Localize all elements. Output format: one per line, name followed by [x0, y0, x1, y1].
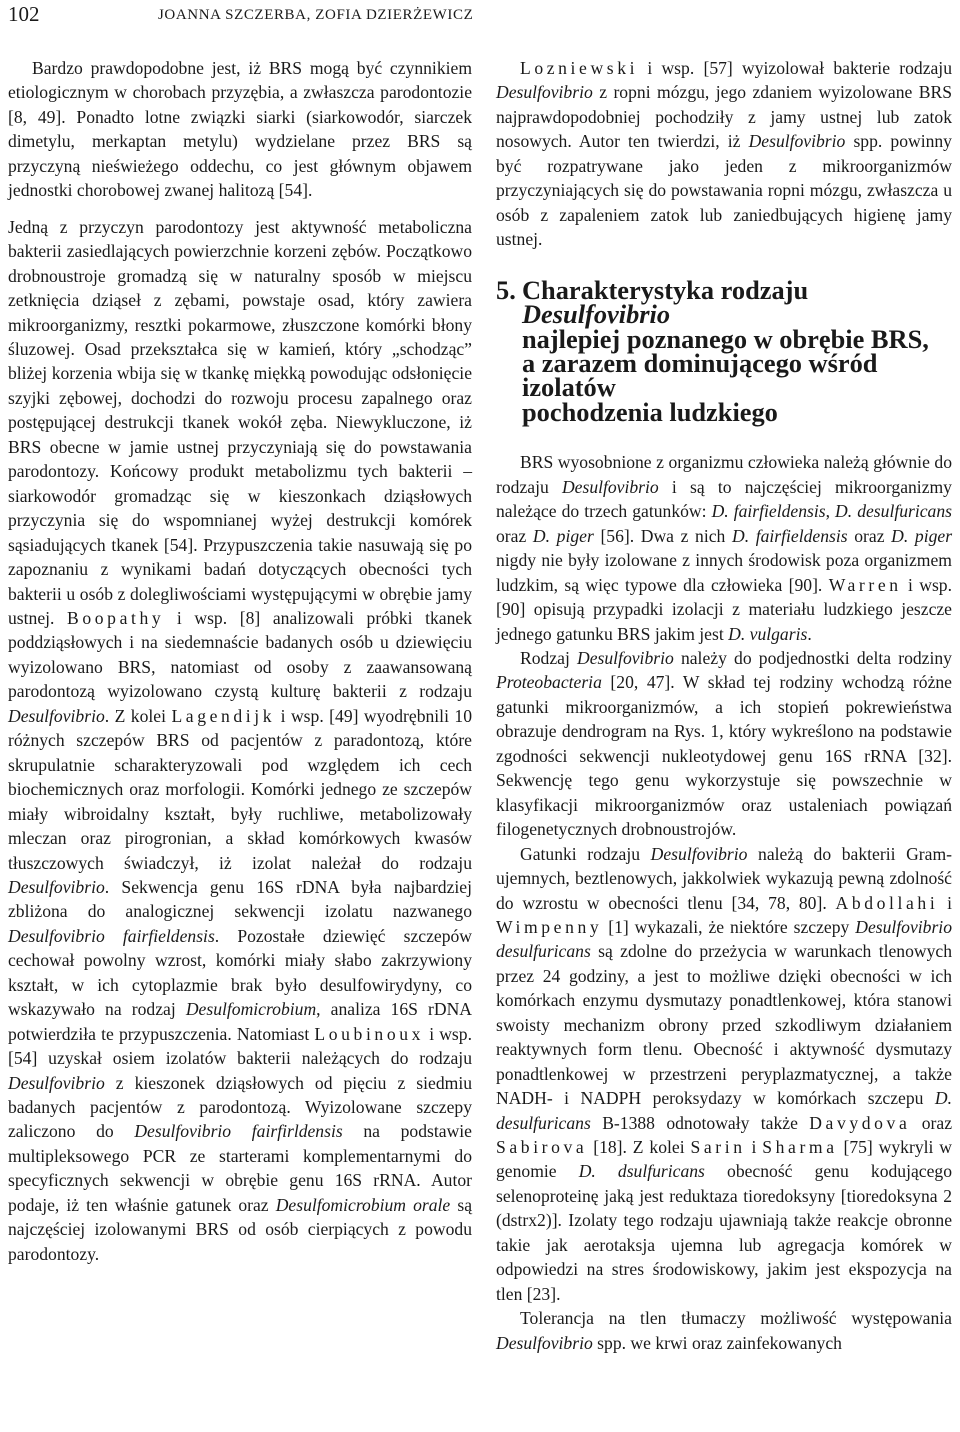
author-name: Lagendijk [171, 705, 276, 726]
paragraph-periodontitis: Jedną z przyczyn parodontozy jest aktywność metaboliczna bakterii zasiedlających powierzchnie korzeni zębów. Początkowo drobnoustroje gromadzą się w naturalny sposób w miejscu zetknięcia dziąseł z zębami, powstaje osad, który zawiera mikroorganizmy, resztki pokarmowe, złuszczone komórki błony śluzowej. Osad przekształca się w kamień, który „schodząc” bliżej korzenia wbija się w tkankę miękką powodując odsłonięcie szyjki zębowej, dochodzi do rozwoju procesu zapalnego oraz postępującej destrukcji tkanek wokół zęba. Niewykluczone, iż BRS obecne w jamie ustnej przyczyniają się do powstawania parodontozy. Końcowy produkt metabolizmu tych bakterii – siarkowodór gromadząc się w kieszonkach dziąsłowych przyczynia się do wspomnianej wyżej destrukcji komórek sąsiadujących tkanek [54]. Przypuszczenia takie nasuwają się po zapoznaniu z wynikami badań dotyczących obecności tych bakterii u osób z dolegliwościami występującymi w obrębie jamy ustnej. Boopathy i wsp. [8] analizowali próbki tkanek poddziąsłowych i na siedemnaście badanych osób u dziewięciu wyizolowano BRS, natomiast od osoby z zaawansowaną parodontozą wyizolowano czystą kulturę bakterii z rodzaju Desulfovibrio. Z kolei Lagendijk i wsp. [49] wyodrębnili 10 różnych szczepów BRS od pacjentów z paradontozą, które skrupulatnie scharakteryzowali pod względem ich cech biochemicznych oraz morfologii. Komórki jednego ze szczepów miały wibroidalny kształt, były ruchliwe, metabolizowały mleczan oraz pirogronian, a skład komórkowych kwasów tłuszczowych świadczył, iż izolat należał do rodzaju Desulfovibrio. Sekwencja genu 16S rDNA była najbardziej zbliżona do analogicznej sekwencji izolatu nazwanego Desulfovibrio fairfieldensis. Pozostałe dziewięć szczepów cechował powolny wzrost, komórki miały słabo zakrzywiony kształt, w ich cytoplazmie brak było desulfowirydyny, co wskazywało na rodzaj Desulfomicrobium, analiza 16S rDNA potwierdziła te przypuszczenia. Natomiast Loubinoux i wsp. [54] uzyskał osiem izolatów bakterii należących do rodzaju Desulfovibrio z kieszonek dziąsłowych od pięciu z siedmiu badanych pacjentów z parodontozą. Wyizolowane szczepy zaliczono do Desulfovibrio fairfirldensis na podstawie multipleksowego PCR ze starterami komplementarnymi do specyficznych sekwencji w obrębie genu 16S rRNA. Autor podaje, iż ten właśnie gatunek oraz Desulfomicrobium orale są najczęściej izolowanymi BRS od osób cierpiących z powodu parodontozy. [8, 216, 473, 1264]
genus-name: Desulfovibrio [650, 843, 748, 864]
page-number: 102 [8, 2, 40, 26]
author-name: Sarin [690, 1137, 746, 1158]
paragraph-brain-abscess: Lozniewski i wsp. [57] wyizolował bakterie rodzaju Desulfovibrio z ropni mózgu, jego zdaniem wyizolowane BRS najprawdopodobniej pochodziły z jamy ustnej lub zatok nosowych. Autor ten twierdzi, iż Desulfovibrio spp. powinny być rozpatrywane jako jeden z mikroorganizmów przyczyniających się do powstawania ropni mózgu, zwłaszcza u osób z zapaleniem zatok lub zaniedbujących higienę jamy ustnej. [496, 58, 952, 250]
paragraph-oxygen: Gatunki rodzaju Desulfovibrio należą do bakterii Gram-ujemnych, beztlenowych, jakkolwiek wykazują pewną zdolność do wzrostu w obecności tlenu [34, 78, 80]. Abdollahi i Wimpenny [1] wykazali, że niektóre szczepy Desulfovibrio desulfuricans są zdolne do przeżycia w warunkach tlenowych przez 24 godziny, a jest to możliwe dzięki obecności w ich komórkach enzymu dysmutazy ponadtlenkowej, która stanowi swoisty mechanizm obrony przed szkodliwym działaniem reaktywnych form tlenu. Obecność i aktywność dysmutazy ponadtlenkowej w przestrzeni peryplazmatycznej, a także NADH- i NADPH peroksydazy w komórkach szczepu D. desulfuricans B-1388 odnotowały także Davydova oraz Sabirova [18]. Z kolei Sarin i Sharma [75] wykryli w genomie D. dsulfuricans obecność genu kodującego selenoproteinę jaką jest reduktaza tioredoksyny [tioredoksyna 2 (dstrx2)]. Izolaty tego rodzaju ujawniają także reakcje obronne takie jak aerotaksja ujemna lub agregacja komórek w odpowiedzi na stres środowiskowy, jakim jest ekspozycja na tlen [23]. [496, 843, 953, 1304]
species-name: D. dsulfuricans [578, 1161, 705, 1182]
author-name: Sabirova [496, 1137, 588, 1158]
species-name: Desulfovibrio fairfieldensis [8, 925, 215, 946]
genus-name: Desulfomicrobium [185, 999, 317, 1020]
author-name: Loubinoux [314, 1023, 425, 1044]
genus-name: Desulfovibrio [8, 1072, 105, 1093]
author-name: Davydova [809, 1112, 911, 1133]
section-heading-line: a zarazem dominującego wśród izolatów [522, 347, 878, 403]
genus-name: Desulfovibrio [748, 131, 846, 152]
species-name: Desulfovibrio desulfuricans [496, 916, 952, 962]
genus-name: Desulfovibrio [561, 476, 659, 497]
species-name: D. vulgaris [728, 623, 808, 644]
species-name: Desulfomicrobium orale [275, 1194, 451, 1215]
author-name: Abdollahi [835, 892, 939, 913]
author-name: Warren [828, 574, 902, 595]
paragraph-halitosis: Bardzo prawdopodobne jest, iż BRS mogą być czynnikiem etiologicznym w chorobach przyzębia, a zwłaszcza parodontozie [8, 49]. Ponadto lotne związki siarki (siarkowodór, siarczek dimetylu, merkaptan metylu) wydzielane przez BRS są przyczyną nieświeżego oddechu, co jest głównym objawem jednostki chorobowej zwanej halitozą [54]. [8, 58, 472, 201]
species-name: D. fairfieldensis [732, 525, 848, 546]
section-heading-line: Charakterystyka rodzaju Desulfovibrio [522, 274, 809, 330]
author-name: Wimpenny [496, 916, 603, 937]
author-name: Sharma [762, 1137, 838, 1158]
species-name: D. desulfuricans [835, 501, 952, 522]
section-heading-line: najlepiej poznanego w obrębie BRS, [522, 323, 929, 354]
section-heading-line: pochodzenia ludzkiego [522, 396, 778, 427]
species-name: D. desulfuricans [496, 1088, 952, 1133]
genus-name: Desulfovibrio [8, 705, 105, 726]
author-name: Boopathy [67, 607, 165, 628]
section-number: 5. [496, 274, 516, 305]
genus-name: Desulfovibrio [496, 82, 593, 103]
genus-name: Desulfovibrio [496, 1332, 593, 1353]
page-header [8, 0, 952, 30]
genus-name: Desulfovibrio [8, 876, 105, 897]
species-name: D. piger [532, 525, 594, 546]
paragraph-gap [8, 203, 472, 215]
paragraph-taxonomy: Rodzaj Desulfovibrio należy do podjednostki delta rodziny Proteobacteria [20, 47]. W skład tej rodziny wchodzą różne gatunki mikroorganizmów, a ich stopień pokrewieństwa obrazuje dendrogram na Rys. 1, który wykreślono na podstawie zgodności sekwencji nukleotydowej genu 16S rRNA [32]. Sekwencję tego genu wykorzystuje się powszechnie w klasyfikacji mikroorganizmów oraz ustaleniach powiązań filogenetycznych drobnoustrojów. [496, 647, 952, 840]
right-column [496, 56, 952, 1355]
section-heading [496, 274, 952, 427]
species-name: D. piger [891, 525, 953, 546]
genus-name: Desulfovibrio [577, 647, 674, 668]
author-name: Lozniewski [520, 58, 639, 78]
species-name: D. fairfieldensis [711, 501, 826, 522]
running-head: JOANNA SZCZERBA, ZOFIA DZIERŻEWICZ [158, 7, 474, 23]
section-gap [496, 424, 952, 450]
left-column [8, 56, 472, 1266]
paragraph-tolerance: Tolerancja na tlen tłumaczy możliwość występowania Desulfovibrio spp. we krwi oraz zainfekowanych [496, 1308, 952, 1353]
species-name: Desulfovibrio fairfirldensis [134, 1121, 343, 1142]
family-name: Proteobacteria [496, 672, 602, 693]
paragraph-species: BRS wyosobnione z organizmu człowieka należą głównie do rodzaju Desulfovibrio i są to najczęściej mikroorganizmy należące do trzech gatunków: D. fairfieldensis, D. desulfuricans oraz D. piger [56]. Dwa z nich D. fairfieldensis oraz D. piger nigdy nie były izolowane z innych środowisk poza organizmem ludzkim, są więc typowe dla człowieka [90]. Warren i wsp. [90] opisują przypadki izolacji z materiału ludzkiego jeszcze jednego gatunku BRS jakim jest D. vulgaris. [496, 452, 953, 644]
